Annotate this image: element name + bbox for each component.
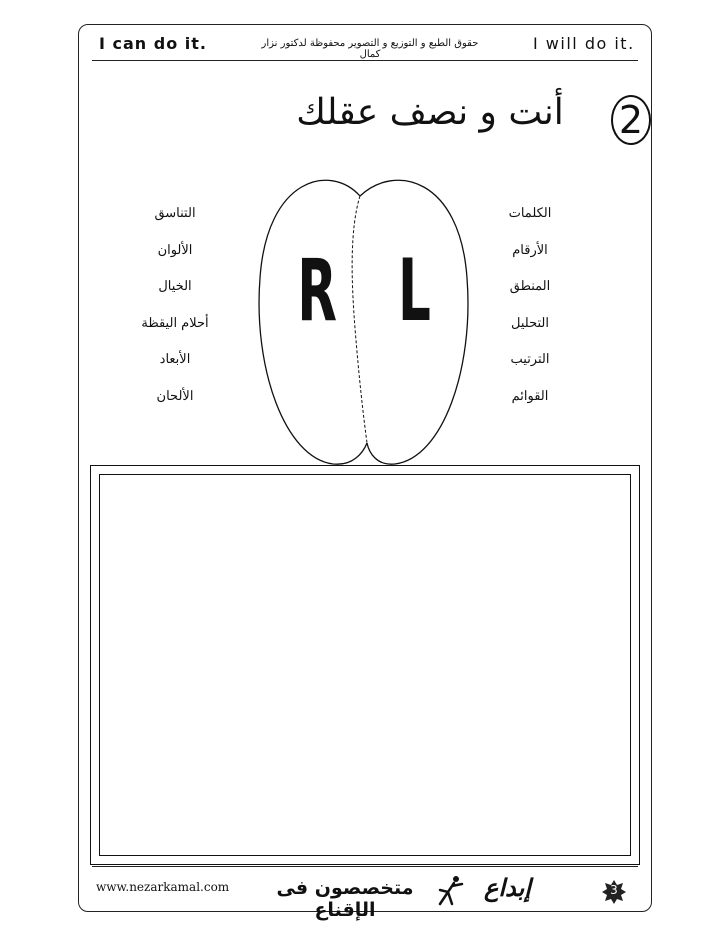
list-item: التناسق [154, 206, 196, 221]
header-right-motto: I will do it. [533, 34, 635, 53]
section-title: أنت و نصف عقلك [296, 92, 564, 133]
header-left-motto: I can do it. [99, 34, 207, 53]
footer-divider [92, 866, 638, 867]
hemisphere-divider [352, 196, 367, 443]
list-item: الألحان [156, 388, 194, 404]
list-item: المنطق [509, 279, 551, 294]
list-item: الكلمات [508, 206, 552, 221]
list-item: الألوان [157, 242, 193, 258]
footer-slogan: متخصصون فى الإقناع [276, 877, 414, 921]
right-brain-letter: R [297, 241, 337, 341]
inner-frame [99, 474, 631, 856]
footer-url: www.nezarkamal.com [96, 880, 230, 894]
header-divider [92, 60, 638, 61]
right-brain-traits [120, 206, 230, 425]
list-item: الأبعاد [159, 352, 191, 367]
list-item: الترتيب [510, 352, 550, 367]
list-item: الأرقام [512, 242, 548, 258]
left-brain-traits [490, 206, 570, 425]
footer-brand-logo: إبداع [484, 874, 531, 902]
page-number-badge [602, 880, 626, 904]
section-number-badge: 2 [611, 95, 651, 145]
list-item: أحلام اليقظة [141, 315, 209, 331]
empty-content-frame [90, 465, 640, 865]
list-item: القوائم [511, 388, 549, 404]
header-copyright: حقوق الطبع و التوزيع و التصوير محفوظة لدكتور نزار كمال [261, 38, 479, 60]
left-brain-letter: L [397, 241, 431, 341]
page-number: 3 [610, 883, 618, 897]
running-figure-icon [430, 874, 470, 906]
brain-hemispheres-diagram [255, 168, 475, 468]
list-item: الخيال [158, 279, 192, 294]
list-item: التحليل [511, 315, 549, 331]
